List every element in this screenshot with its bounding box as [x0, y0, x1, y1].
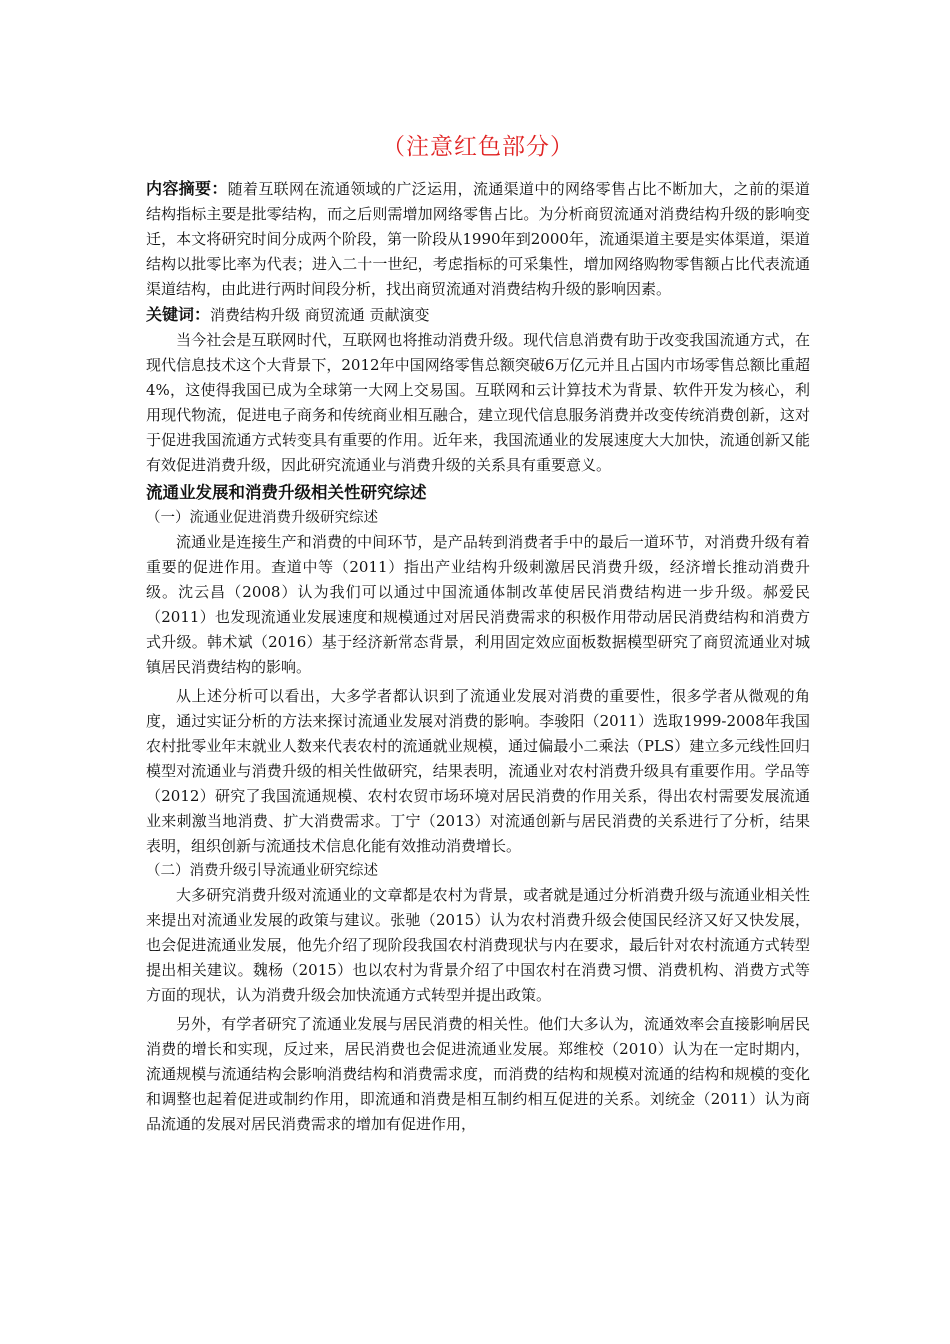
subsection-1-paragraph-2: 从上述分析可以看出，大多学者都认识到了流通业发展对消费的重要性，很多学者从微观的角度，通过实证分析的方法来探讨流通业发展对消费的影响。李骏阳（2011）选取1999-2008年我国农村批零业年末就业人数来代表农村的流通就业规模，通过偏最小二乘法（PLS）建立多元线性回归模型对流通业与消费升级的相关性做研究，结果表明，流通业对农村消费升级具有重要作用。学品等（2012）研究了我国流通规模、农村农贸市场环境对居民消费的作用关系，得出农村需要发展流通业来刺激当地消费、扩大消费需求。丁宁（2013）对流通创新与居民消费的关系进行了分析，结果表明，组织创新与流通技术信息化能有效推动消费增长。: [146, 687, 810, 855]
document-page: [146, 128, 810, 1137]
keywords: [146, 302, 810, 328]
abstract-label: 内容摘要：: [146, 179, 228, 198]
subsection-heading-2: （二）消费升级引导流通业研究综述: [146, 863, 378, 879]
subsection-1-paragraph-1: 流通业是连接生产和消费的中间环节，是产品转到消费者手中的最后一道环节，对消费升级有着重要的促进作用。查道中等（2011）指出产业结构升级刺激居民消费升级，经济增长推动消费升级。沈云昌（2008）认为我们可以通过中国流通体制改革使居民消费结构进一步升级。郝爱民（2011）也发现流通业发展速度和规模通过对居民消费需求的积极作用带动居民消费结构和消费方式升级。韩术斌（2016）基于经济新常态背景，利用固定效应面板数据模型研究了商贸流通业对城镇居民消费结构的影响。: [146, 533, 810, 676]
keywords-text: 消费结构升级 商贸流通 贡献演变: [210, 306, 430, 324]
keywords-label: 关键词：: [146, 305, 211, 324]
page-title: （注意红色部分）: [382, 134, 574, 160]
subsection-2-paragraph-1: 大多研究消费升级对流通业的文章都是农村为背景，或者就是通过分析消费升级与流通业相关性来提出对流通业发展的政策与建议。张驰（2015）认为农村消费升级会使国民经济又好又快发展，也会促进流通业发展，他先介绍了现阶段我国农村消费现状与内在要求，最后针对农村流通方式转型提出相关建议。魏杨（2015）也以农村为背景介绍了中国农村在消费习惯、消费机构、消费方式等方面的现状，认为消费升级会加快流通方式转型并提出政策。: [146, 886, 810, 1004]
abstract-text: 随着互联网在流通领域的广泛运用，流通渠道中的网络零售占比不断加大，之前的渠道结构指标主要是批零结构，而之后则需增加网络零售占比。为分析商贸流通对消费结构升级的影响变迁，本文将研究时间分成两个阶段，第一阶段从1990年到2000年，流通渠道主要是实体渠道，渠道结构以批零比率为代表；进入二十一世纪，考虑指标的可采集性，增加网络购物零售额占比代表流通渠道结构，由此进行两时间段分析，找出商贸流通对消费结构升级的影响因素。: [146, 180, 810, 298]
intro-paragraph: 当今社会是互联网时代，互联网也将推动消费升级。现代信息消费有助于改变我国流通方式，在现代信息技术这个大背景下，2012年中国网络零售总额突破6万亿元并且占国内市场零售总额比重超4%，这使得我国已成为全球第一大网上交易国。互联网和云计算技术为背景、软件开发为核心，利用现代物流，促进电子商务和传统商业相互融合，建立现代信息服务消费并改变传统消费创新，这对于促进我国流通方式转变具有重要的作用。近年来，我国流通业的发展速度大大加快，流通创新又能有效促进消费升级，因此研究流通业与消费升级的关系具有重要意义。: [146, 331, 810, 474]
subsection-heading-1: （一）流通业促进消费升级研究综述: [146, 510, 378, 526]
section-heading: 流通业发展和消费升级相关性研究综述: [146, 483, 427, 502]
abstract: [146, 176, 810, 302]
subsection-2-paragraph-2: 另外，有学者研究了流通业发展与居民消费的相关性。他们大多认为，流通效率会直接影响居民消费的增长和实现，反过来，居民消费也会促进流通业发展。郑维校（2010）认为在一定时期内，流通规模与流通结构会影响消费结构和消费需求度，而消费的结构和规模对流通的结构和规模的变化和调整也起着促进或制约作用，即流通和消费是相互制约相互促进的关系。刘统金（2011）认为商品流通的发展对居民消费需求的增加有促进作用，: [146, 1015, 810, 1133]
